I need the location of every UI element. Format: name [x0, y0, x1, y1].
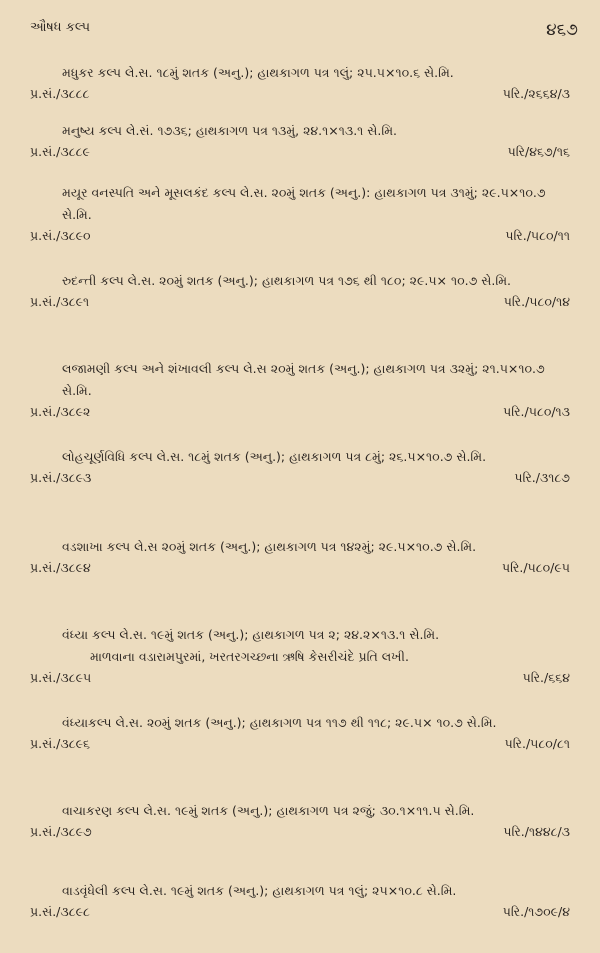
catalog-entry: [30, 800, 570, 846]
section-title: ઔષધ કલ્પ: [30, 20, 91, 35]
entry-id: પ્ર.સં./૩૮૯૬: [30, 736, 90, 751]
catalog-entry: [30, 712, 570, 758]
entry-ref: પરિ./૧૭૦૯/૪: [502, 904, 570, 919]
entry-id: પ્ર.સં./૩૮૯૭: [30, 824, 92, 839]
catalog-entry: [30, 62, 570, 108]
entry-id: પ્ર.સં./૩૮૮૯: [30, 144, 90, 159]
entry-ref: પરિ./૫૮૦/૧૩: [503, 404, 570, 419]
entry-id: પ્ર.સં./૩૮૯૮: [30, 904, 90, 919]
entry-note: માળવાના વડારામપુરમાં, ખરતરગચ્છના ઋષિ કેસરીચંદે પ્રતિ લખી.: [90, 649, 409, 664]
entry-ref: પરિ./૬૬૪: [522, 670, 570, 685]
entry-ref: પરિ./૧૪૪૮/૩: [503, 824, 570, 839]
catalog-entry: [30, 358, 570, 426]
entry-ref: પરિ./૫૮૦/૮૧: [504, 736, 570, 751]
catalog-entry: [30, 182, 570, 250]
entry-description: વાચાકરણ કલ્પ લે.સ. ૧૯મું શતક (અનુ.); હાથકાગળ પત્ર ૨જું; ૩૦.૧×૧૧.૫ સે.મિ.: [62, 803, 475, 818]
entry-description: મધુકર કલ્પ લે.સ. ૧૮મું શતક (અનુ.); હાથકાગળ પત્ર ૧લું; ૨૫.૫×૧૦.૬ સે.મિ.: [62, 65, 454, 80]
entry-description: મયૂર વનસ્પતિ અને મૂસલકંદ કલ્પ લે.સ. ૨૦મું શતક (અનુ.): હાથકાગળ પત્ર ૩૧મું; ૨૯.૫×૧૦.૭ સે.મિ.: [62, 185, 546, 222]
catalog-entry: [30, 624, 570, 692]
entry-description: વંધ્યાકલ્પ લે.સ. ૨૦મું શતક (અનુ.); હાથકાગળ પત્ર ૧૧૭ થી ૧૧૮; ૨૯.૫× ૧૦.૭ સે.મિ.: [62, 715, 497, 730]
entry-id: પ્ર.સં./૩૮૯૦: [30, 228, 91, 243]
catalog-entry: [30, 120, 570, 166]
catalog-entry: [30, 446, 570, 492]
entry-ref: પરિ/૪૬૭/૧૬: [507, 144, 570, 159]
entry-id: પ્ર.સં./૩૮૯૨: [30, 404, 91, 419]
entry-id: પ્ર.સં./૩૮૯૩: [30, 470, 92, 485]
entry-description: મનુષ્ય કલ્પ લે.સં. ૧૭૩૬; હાથકાગળ પત્ર ૧૩મું, ૨૪.૧×૧૩.૧ સે.મિ.: [62, 123, 397, 138]
catalog-entry: [30, 536, 570, 582]
entry-description: રુદન્તી કલ્પ લે.સ. ૨૦મું શતક (અનુ.); હાથકાગળ પત્ર ૧૭૬ થી ૧૮૦; ૨૯.૫× ૧૦.૭ સે.મિ.: [62, 273, 512, 288]
entry-ref: પરિ./૩૧૮૭: [514, 470, 570, 485]
catalog-entry: [30, 270, 570, 316]
entry-description: વાડવૃંધેલી કલ્પ લે.સ. ૧૯મું શતક (અનુ.); હાથકાગળ પત્ર ૧લું; ૨૫×૧૦.૮ સે.મિ.: [62, 883, 457, 898]
entry-description: લજામણી કલ્પ અને શંખાવલી કલ્પ લે.સ ૨૦મું શતક (અનુ.); હાથકાગળ પત્ર ૩૨મું; ૨૧.૫×૧૦.૭ સે.મિ.: [62, 361, 545, 398]
entry-ref: પરિ./૨૬૬૪/૩: [502, 86, 570, 101]
entry-ref: પરિ./૫૮૦/૧૧: [505, 228, 570, 243]
entry-description: વડશાખા કલ્પ લે.સ ૨૦મું શતક (અનુ.); હાથકાગળ પત્ર ૧૪૨મું; ૨૯.૫×૧૦.૭ સે.મિ.: [62, 539, 477, 554]
entry-ref: પરિ./૫૮૦/૧૪: [503, 294, 570, 309]
entry-id: પ્ર.સં./૩૮૯૪: [30, 560, 91, 575]
entry-id: પ્ર.સં./૩૮૯૧: [30, 294, 90, 309]
entry-ref: પરિ./૫૮૦/૯૫: [501, 560, 570, 575]
catalog-entry: [30, 880, 570, 926]
entry-id: પ્ર.સં./૩૮૮૮: [30, 86, 90, 101]
entry-description: [62, 624, 570, 668]
page-number: ૪૬૭: [546, 20, 578, 40]
entry-description: લોહચૂર્ણવિધિ કલ્પ લે.સ. ૧૮મું શતક (અનુ.); હાથકાગળ પત્ર ૮મું; ૨૬.૫×૧૦.૭ સે.મિ.: [62, 449, 487, 464]
entry-description-main: વંધ્યા કલ્પ લે.સ. ૧૯મું શતક (અનુ.); હાથકાગળ પત્ર ૨; ૨૪.૨×૧૩.૧ સે.મિ.: [62, 627, 440, 642]
entry-id: પ્ર.સં./૩૮૯૫: [30, 670, 92, 685]
running-head: [30, 20, 578, 44]
